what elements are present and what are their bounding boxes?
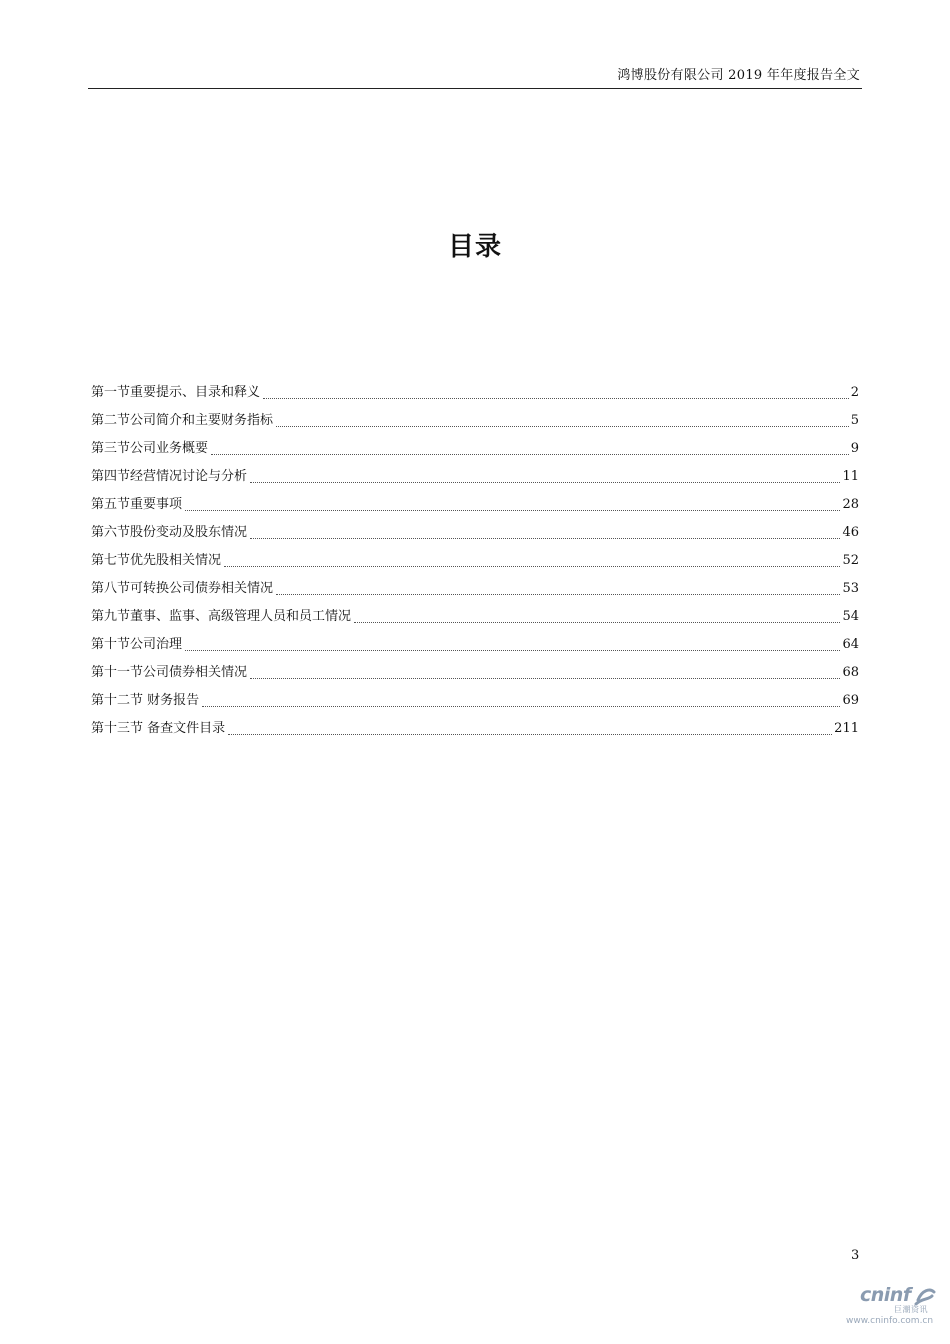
toc-entry-label: 第七节优先股相关情况 [91, 553, 222, 568]
toc-entry-label: 第一节重要提示、目录和释义 [91, 385, 261, 400]
toc-dot-leader [263, 398, 849, 399]
toc-entry-label: 第六节股份变动及股东情况 [91, 525, 248, 540]
toc-entry[interactable] [91, 494, 859, 522]
toc-dot-leader [276, 426, 849, 427]
toc-entry[interactable] [91, 634, 859, 662]
header-divider [88, 88, 862, 89]
toc-dot-leader [185, 510, 840, 511]
toc-entry-page: 28 [842, 497, 859, 512]
toc-entry[interactable] [91, 438, 859, 466]
toc-entry-page: 2 [850, 385, 859, 400]
toc-entry[interactable] [91, 410, 859, 438]
toc-dot-leader [185, 650, 840, 651]
watermark-logo-text: cninf [860, 1284, 911, 1306]
toc-entry-label: 第九节董事、监事、高级管理人员和员工情况 [91, 609, 352, 624]
toc-entry-page: 54 [842, 609, 859, 624]
swirl-logo-icon [914, 1286, 936, 1306]
toc-entry-page: 52 [842, 553, 859, 568]
toc-entry-page: 11 [842, 469, 859, 484]
toc-entry-label: 第三节公司业务概要 [91, 441, 209, 456]
cninfo-watermark [846, 1284, 942, 1332]
watermark-chinese-text: 巨潮资讯 [894, 1305, 928, 1314]
toc-entry-label: 第八节可转换公司债券相关情况 [91, 581, 274, 596]
toc-entry-label: 第十三节 备查文件目录 [91, 721, 226, 736]
toc-entry-page: 9 [850, 441, 859, 456]
toc-entry[interactable] [91, 718, 859, 746]
toc-entry-label: 第十一节公司债券相关情况 [91, 665, 248, 680]
toc-dot-leader [211, 454, 849, 455]
toc-dot-leader [276, 594, 840, 595]
toc-entry[interactable] [91, 550, 859, 578]
toc-dot-leader [250, 482, 840, 483]
toc-dot-leader [202, 706, 840, 707]
toc-entry[interactable] [91, 466, 859, 494]
table-of-contents [91, 382, 859, 746]
toc-entry-label: 第四节经营情况讨论与分析 [91, 469, 248, 484]
toc-entry-page: 46 [842, 525, 859, 540]
toc-entry[interactable] [91, 382, 859, 410]
toc-entry-label: 第十节公司治理 [91, 637, 183, 652]
toc-entry[interactable] [91, 522, 859, 550]
toc-dot-leader [224, 566, 840, 567]
toc-entry[interactable] [91, 690, 859, 718]
watermark-url: www.cninfo.com.cn [846, 1316, 934, 1326]
toc-entry-page: 69 [842, 693, 859, 708]
page-title: 目录 [447, 232, 502, 262]
toc-entry-label: 第五节重要事项 [91, 497, 183, 512]
toc-entry-page: 5 [850, 413, 859, 428]
toc-entry-label: 第二节公司简介和主要财务指标 [91, 413, 274, 428]
toc-dot-leader [250, 678, 840, 679]
toc-entry[interactable] [91, 606, 859, 634]
running-header: 鸿博股份有限公司 2019 年年度报告全文 [617, 68, 860, 83]
toc-entry-page: 64 [842, 637, 859, 652]
page-number: 3 [851, 1248, 860, 1263]
toc-entry[interactable] [91, 578, 859, 606]
toc-entry-label: 第十二节 财务报告 [91, 693, 200, 708]
toc-entry-page: 68 [842, 665, 859, 680]
toc-dot-leader [354, 622, 840, 623]
toc-entry[interactable] [91, 662, 859, 690]
toc-entry-page: 211 [834, 721, 859, 736]
toc-entry-page: 53 [842, 581, 859, 596]
toc-dot-leader [250, 538, 840, 539]
toc-dot-leader [228, 734, 832, 735]
